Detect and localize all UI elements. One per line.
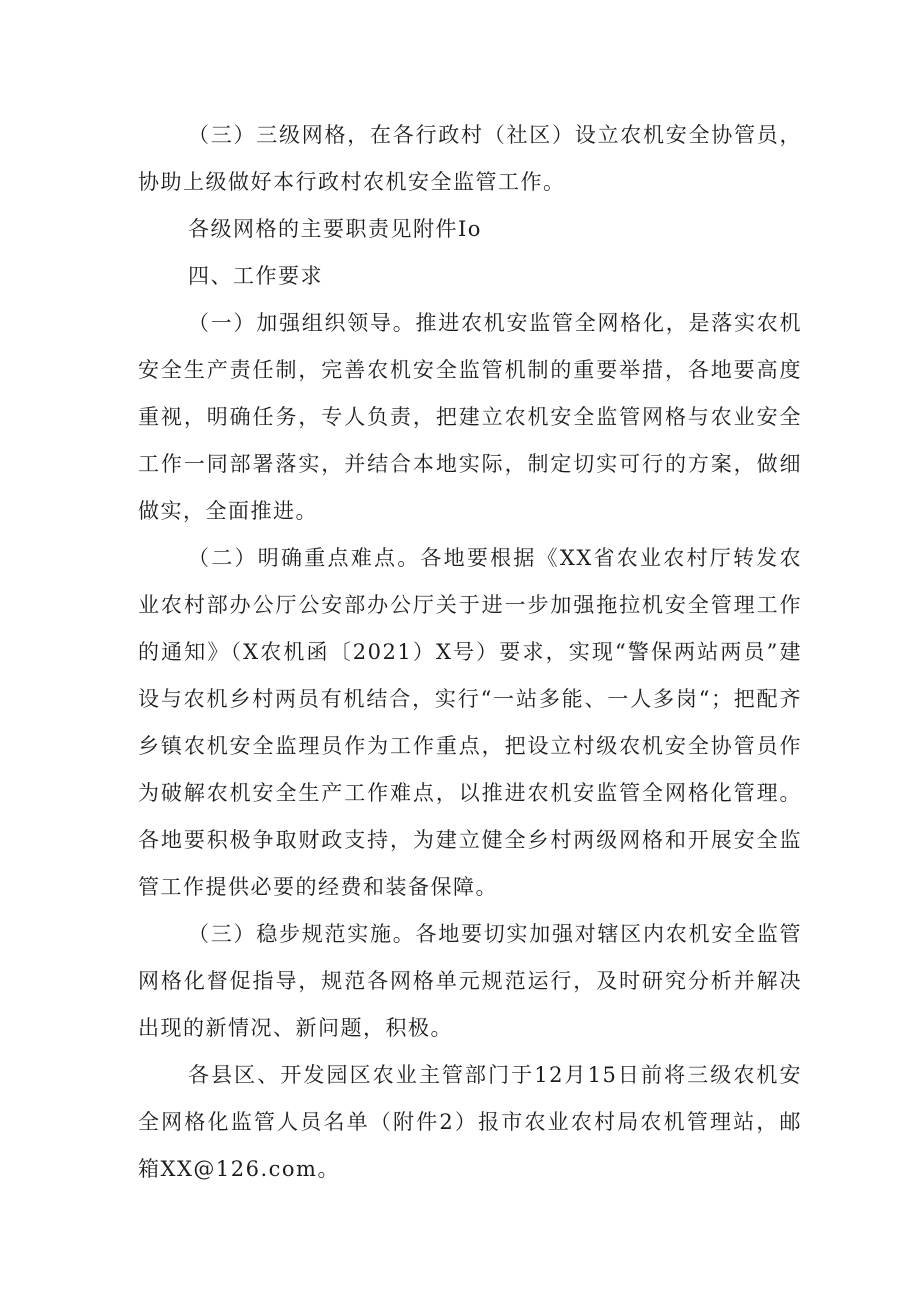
paragraph-key-difficulties: （二）明确重点难点。各地要根据《XX省农业农村厅转发农业农村部办公厅公安部办公厅关于进一步加强拖拉机安全管理工作的通知》（X农机函〔2021）X号）要求，实现“警保两站两员”建设与农机乡村两员有机结合，实行“一站多能、一人多岗“；把配齐乡镇农机安全监理员作为工作重点，把设立村级农机安全协管员作为破解农机安全生产工作难点，以推进农机安监管全网格化管理。各地要积极争取财政支持，为建立健全乡村两级网格和开展安全监管工作提供必要的经费和装备保障。 xyxy=(138,546,802,899)
paragraph-duties-reference: 各级网格的主要职责见附件Io xyxy=(188,217,482,241)
section-heading-work-requirements: 四、工作要求 xyxy=(188,264,323,288)
document-body xyxy=(138,112,802,1193)
paragraph-submission-notice: 各县区、开发园区农业主管部门于12月15日前将三级农机安全网格化监管人员名单（附件2）报市农业农村局农机管理站，邮箱XX@126.com。 xyxy=(138,1063,802,1181)
paragraph-organization-leadership: （一）加强组织领导。推进农机安监管全网格化，是落实农机安全生产责任制，完善农机安全监管机制的重要举措，各地要高度重视，明确任务，专人负责，把建立农机安全监管网格与农业安全工作一同部署落实，并结合本地实际，制定切实可行的方案，做细做实，全面推进。 xyxy=(138,311,802,523)
paragraph-third-level-grid: （三）三级网格，在各行政村（社区）设立农机安全协管员，协助上级做好本行政村农机安全监管工作。 xyxy=(138,123,802,194)
paragraph-standardized-implementation: （三）稳步规范实施。各地要切实加强对辖区内农机安全监管网格化督促指导，规范各网格单元规范运行，及时研究分析并解决出现的新情况、新问题，积极。 xyxy=(138,922,802,1040)
